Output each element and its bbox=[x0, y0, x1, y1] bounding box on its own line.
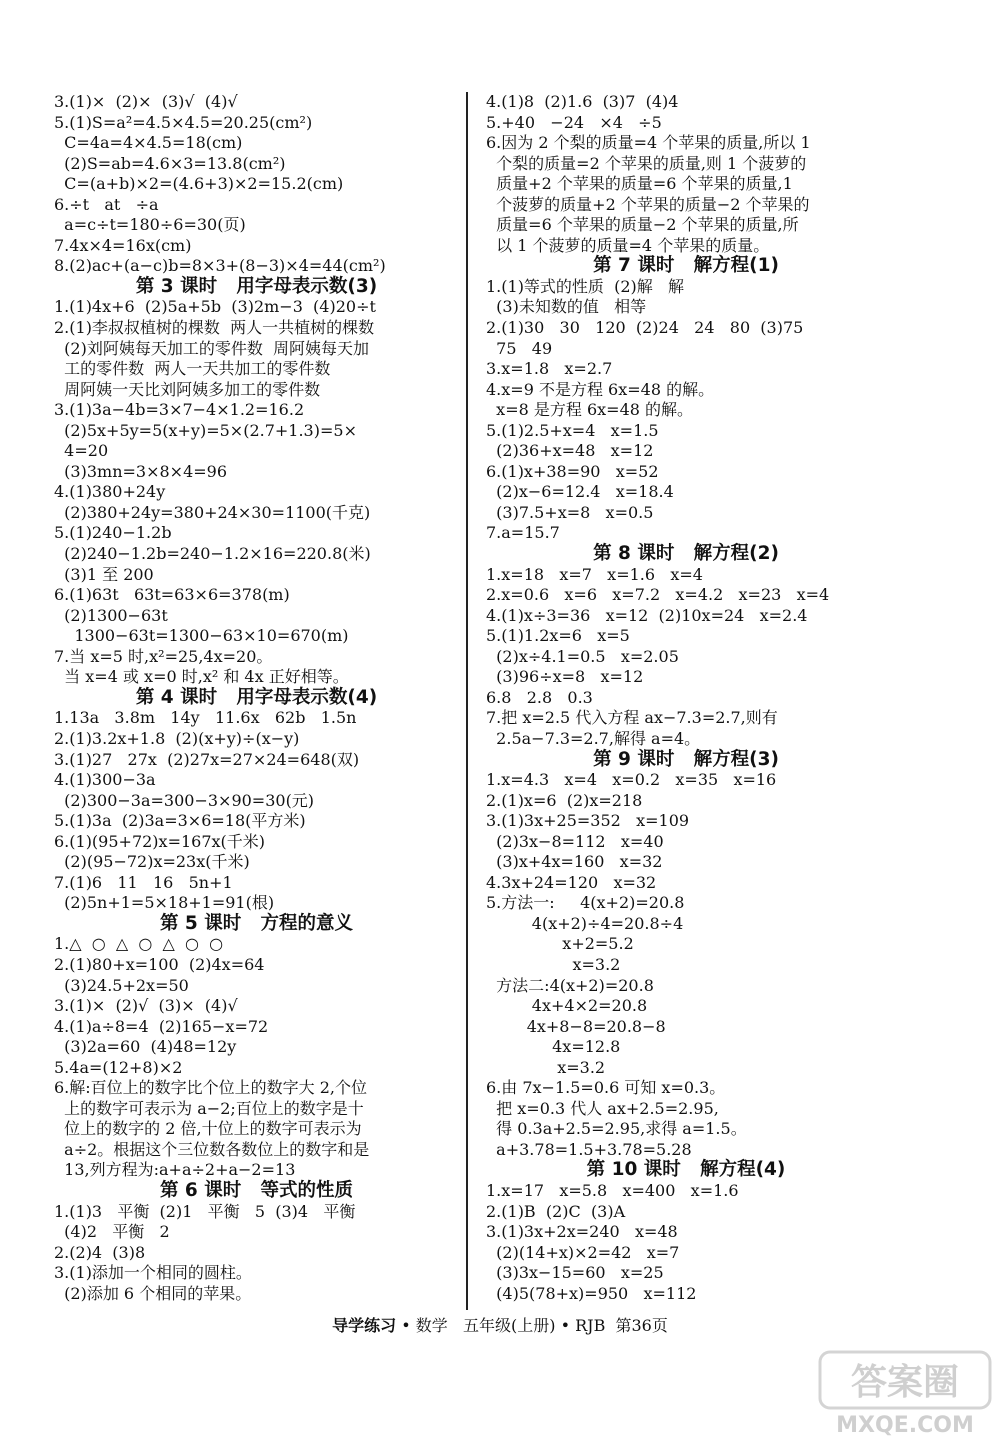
answer-line: 个菠萝的质量+2 个苹果的质量−2 个苹果的 bbox=[486, 194, 810, 214]
answer-line: 当 x=4 或 x=0 时,x² 和 4x 正好相等。 bbox=[54, 667, 349, 687]
answer-line: 以 1 个菠萝的质量=4 个苹果的质量。 bbox=[486, 235, 770, 255]
page-footer bbox=[0, 1315, 1000, 1337]
answer-line: 5.(1)S=a²=4.5×4.5=20.25(cm²) bbox=[54, 112, 313, 132]
answer-line: (3)2a=60 (4)48=12y bbox=[54, 1037, 237, 1057]
watermark-logo-text: 答案圈 bbox=[850, 1362, 960, 1403]
answer-line: (2)(14+x)×2=42 x=7 bbox=[486, 1242, 680, 1262]
answer-line: 上的数字可表示为 a−2;百位上的数字是十 bbox=[54, 1098, 364, 1118]
answer-line: 质量=6 个苹果的质量−2 个苹果的质量,所 bbox=[486, 215, 799, 235]
answer-line: 1.(1)4x+6 (2)5a+5b (3)2m−3 (4)20÷t bbox=[54, 297, 376, 317]
answer-line: x=3.2 bbox=[486, 954, 621, 974]
lesson-heading: 第 5 课时 方程的意义 bbox=[159, 912, 354, 934]
footer-grade: 五年级(上册) bbox=[447, 1316, 556, 1335]
answer-line: (3)7.5+x=8 x=0.5 bbox=[486, 502, 654, 522]
watermark-logo bbox=[812, 1346, 997, 1438]
left-column bbox=[54, 92, 459, 1304]
answer-line: (2)刘阿姨每天加工的零件数 周阿姨每天加 bbox=[54, 338, 370, 358]
answer-line: (3)1 至 200 bbox=[54, 564, 154, 584]
answer-line: 3.(1)3x+25=352 x=109 bbox=[486, 811, 690, 831]
answer-line: 5.+40 −24 ×4 ÷5 bbox=[486, 112, 662, 132]
answer-line: 6.(1)(95+72)x=167x(千米) bbox=[54, 831, 266, 851]
answer-line: 4.(1)300−3a bbox=[54, 770, 156, 790]
answer-line: (2)x÷4.1=0.5 x=2.05 bbox=[486, 646, 679, 666]
answer-line: 2.(1)B (2)C (3)A bbox=[486, 1201, 626, 1221]
answer-line: 1.13a 3.8m 14y 11.6x 62b 1.5n bbox=[54, 708, 357, 728]
answer-line: 4x+4×2=20.8 bbox=[486, 996, 648, 1016]
answer-line: 1.(1)等式的性质 (2)解 解 bbox=[486, 276, 685, 296]
answer-line: (2)3x−8=112 x=40 bbox=[486, 831, 664, 851]
answer-line: 4.3x+24=120 x=32 bbox=[486, 872, 657, 892]
footer-subject: 数学 bbox=[415, 1316, 448, 1335]
answer-line: C=4a=4×4.5=18(cm) bbox=[54, 133, 243, 153]
answer-line: 13,列方程为:a+a÷2+a−2=13 bbox=[54, 1160, 296, 1180]
answer-line: 7.(1)6 11 16 5n+1 bbox=[54, 872, 233, 892]
answer-line: (2)380+24y=380+24×30=1100(千克) bbox=[54, 502, 371, 522]
answer-line: (4)2 平衡 2 bbox=[54, 1222, 170, 1242]
answer-line: 3.(1)3a−4b=3×7−4×1.2=16.2 bbox=[54, 400, 305, 420]
answer-line: 6.(1)x+38=90 x=52 bbox=[486, 461, 659, 481]
answer-line: 6.因为 2 个梨的质量=4 个苹果的质量,所以 1 bbox=[486, 133, 811, 153]
answer-line: 位上的数字的 2 倍,十位上的数字可表示为 bbox=[54, 1119, 362, 1139]
answer-line: (3)96÷x=8 x=12 bbox=[486, 667, 644, 687]
answer-line: 7.把 x=2.5 代入方程 ax−7.3=2.7,则有 bbox=[486, 708, 778, 728]
answer-line: 5.(1)1.2x=6 x=5 bbox=[486, 626, 630, 646]
answer-line: 7.当 x=5 时,x²=25,4x=20。 bbox=[54, 646, 273, 666]
answer-line: 1.△ ○ △ ○ △ ○ ○ bbox=[54, 934, 224, 954]
lesson-heading: 第 4 课时 用字母表示数(4) bbox=[135, 686, 378, 708]
answer-line: a=c÷t=180÷6=30(页) bbox=[54, 215, 246, 235]
answer-line: 6.(1)63t 63t=63×6=378(m) bbox=[54, 585, 290, 605]
answer-line: 1.x=17 x=5.8 x=400 x=1.6 bbox=[486, 1180, 739, 1200]
lesson-heading: 第 7 课时 解方程(1) bbox=[593, 255, 779, 277]
lesson-heading: 第 6 课时 等式的性质 bbox=[159, 1179, 354, 1201]
answer-line: 2.(1)3.2x+1.8 (2)(x+y)÷(x−y) bbox=[54, 728, 300, 748]
answer-line: 质量+2 个苹果的质量=6 个苹果的质量,1 bbox=[486, 174, 793, 194]
footer-edition: RJB bbox=[575, 1316, 606, 1335]
answer-line: 2.(1)x=6 (2)x=218 bbox=[486, 790, 643, 810]
answer-line: 6.÷t at ÷a bbox=[54, 194, 159, 214]
answer-line: (2)添加 6 个相同的苹果。 bbox=[54, 1283, 252, 1303]
lesson-heading: 第 8 课时 解方程(2) bbox=[593, 543, 779, 565]
answer-line: 3.(1)× (2)× (3)√ (4)√ bbox=[54, 92, 238, 111]
footer-publisher: 导学练习 bbox=[332, 1316, 397, 1335]
answer-line: (2)(95−72)x=23x(千米) bbox=[54, 852, 250, 872]
answer-line: 得 0.3a+2.5=2.95,求得 a=1.5。 bbox=[486, 1119, 747, 1139]
answer-line: 周阿姨一天比刘阿姨多加工的零件数 bbox=[54, 379, 321, 399]
answer-line: 3.(1)27 27x (2)27x=27×24=648(双) bbox=[54, 749, 360, 769]
answer-line: 3.(1)3x+2x=240 x=48 bbox=[486, 1222, 678, 1242]
answer-line: (3)x+4x=160 x=32 bbox=[486, 852, 663, 872]
answer-line: (3)3mn=3×8×4=96 bbox=[54, 461, 228, 481]
footer-separator: • bbox=[396, 1316, 416, 1335]
answer-line: 3.(1)添加一个相同的圆柱。 bbox=[54, 1263, 252, 1283]
answer-line: 6.由 7x−1.5=0.6 可知 x=0.3。 bbox=[486, 1078, 726, 1098]
answer-line: x+2=5.2 bbox=[486, 934, 634, 954]
answer-line: (2)x−6=12.4 x=18.4 bbox=[486, 482, 674, 502]
watermark-url: MXQE.COM bbox=[836, 1413, 974, 1438]
answer-line: 4x+8−8=20.8−8 bbox=[486, 1016, 666, 1036]
footer-separator: • bbox=[555, 1316, 576, 1335]
answer-line: 6.解:百位上的数字比个位上的数字大 2,个位 bbox=[54, 1078, 368, 1098]
answer-line: 75 49 bbox=[486, 338, 553, 358]
answer-line: (2)36+x=48 x=12 bbox=[486, 441, 654, 461]
answer-line: 2.(1)30 30 120 (2)24 24 80 (3)75 bbox=[486, 318, 804, 338]
answer-line: 个梨的质量=2 个苹果的质量,则 1 个菠萝的 bbox=[486, 153, 807, 173]
answer-line: (2)240−1.2b=240−1.2×16=220.8(米) bbox=[54, 544, 371, 564]
answer-line: 2.x=0.6 x=6 x=7.2 x=4.2 x=23 x=4 bbox=[486, 585, 830, 605]
answer-line: (3)3x−15=60 x=25 bbox=[486, 1263, 664, 1283]
answer-line: 4.x=9 不是方程 6x=48 的解。 bbox=[486, 379, 715, 399]
answer-line: x=3.2 bbox=[486, 1057, 606, 1077]
answer-line: 2.(1)李叔叔植树的棵数 两人一共植树的棵数 bbox=[54, 318, 375, 338]
answer-line: 5.(1)3a (2)3a=3×6=18(平方米) bbox=[54, 811, 306, 831]
answer-line: (3)24.5+2x=50 bbox=[54, 975, 189, 995]
answer-line: 5.4a=(12+8)×2 bbox=[54, 1057, 183, 1077]
answer-line: 7.4x×4=16x(cm) bbox=[54, 235, 192, 255]
footer-page-number: 第36页 bbox=[605, 1316, 668, 1335]
right-column bbox=[486, 92, 886, 1304]
answer-line: (2)S=ab=4.6×3=13.8(cm²) bbox=[54, 153, 286, 173]
answer-line: 2.(1)80+x=100 (2)4x=64 bbox=[54, 954, 265, 974]
answer-line: a+3.78=1.5+3.78=5.28 bbox=[486, 1139, 692, 1159]
answer-line: 4.(1)380+24y bbox=[54, 482, 166, 502]
lesson-heading: 第 3 课时 用字母表示数(3) bbox=[135, 275, 378, 297]
answer-line: (2)300−3a=300−3×90=30(元) bbox=[54, 790, 315, 810]
answer-line: 4.(1)8 (2)1.6 (3)7 (4)4 bbox=[486, 92, 679, 111]
answer-line: 方法二:4(x+2)=20.8 bbox=[486, 975, 654, 995]
answer-line: 1.(1)3 平衡 (2)1 平衡 5 (3)4 平衡 bbox=[54, 1201, 356, 1221]
answer-line: 2.(2)4 (3)8 bbox=[54, 1242, 146, 1262]
answer-line: (2)1300−63t bbox=[54, 605, 168, 625]
answer-line: 1300−63t=1300−63×10=670(m) bbox=[54, 626, 349, 646]
column-divider bbox=[466, 92, 468, 1310]
answer-line: 1.x=4.3 x=4 x=0.2 x=35 x=16 bbox=[486, 770, 777, 790]
answer-line: 2.5a−7.3=2.7,解得 a=4。 bbox=[486, 728, 701, 748]
answer-line: 4(x+2)÷4=20.8÷4 bbox=[486, 913, 684, 933]
lesson-heading: 第 10 课时 解方程(4) bbox=[586, 1159, 786, 1181]
answer-line: 3.x=1.8 x=2.7 bbox=[486, 359, 613, 379]
answer-line: 5.方法一: 4(x+2)=20.8 bbox=[486, 893, 685, 913]
answer-line: 4=20 bbox=[54, 441, 109, 461]
answer-line: 1.x=18 x=7 x=1.6 x=4 bbox=[486, 564, 703, 584]
answer-line: 4x=12.8 bbox=[486, 1037, 621, 1057]
answer-line: (3)未知数的值 相等 bbox=[486, 297, 647, 317]
answer-line: 工的零件数 两人一天共加工的零件数 bbox=[54, 359, 331, 379]
answer-line: C=(a+b)×2=(4.6+3)×2=15.2(cm) bbox=[54, 174, 344, 194]
answer-line: 4.(1)x÷3=36 x=12 (2)10x=24 x=2.4 bbox=[486, 605, 808, 625]
answer-line: 4.(1)a÷8=4 (2)165−x=72 bbox=[54, 1016, 269, 1036]
answer-line: (2)5x+5y=5(x+y)=5×(2.7+1.3)=5× bbox=[54, 420, 357, 440]
lesson-heading: 第 9 课时 解方程(3) bbox=[593, 748, 779, 770]
answer-line: 7.a=15.7 bbox=[486, 523, 560, 543]
answer-line: 5.(1)240−1.2b bbox=[54, 523, 172, 543]
answer-line: (4)5(78+x)=950 x=112 bbox=[486, 1283, 697, 1303]
answer-line: x=8 是方程 6x=48 的解。 bbox=[486, 400, 694, 420]
answer-line: 5.(1)2.5+x=4 x=1.5 bbox=[486, 420, 659, 440]
answer-line: 6.8 2.8 0.3 bbox=[486, 687, 593, 707]
answer-line: (2)5n+1=5×18+1=91(根) bbox=[54, 893, 275, 913]
answer-line: 8.(2)ac+(a−c)b=8×3+(8−3)×4=44(cm²) bbox=[54, 256, 386, 276]
answer-line: a÷2。根据这个三位数各数位上的数字和是 bbox=[54, 1139, 370, 1159]
answer-line: 3.(1)× (2)√ (3)× (4)√ bbox=[54, 996, 238, 1016]
answer-line: 把 x=0.3 代人 ax+2.5=2.95, bbox=[486, 1098, 719, 1118]
